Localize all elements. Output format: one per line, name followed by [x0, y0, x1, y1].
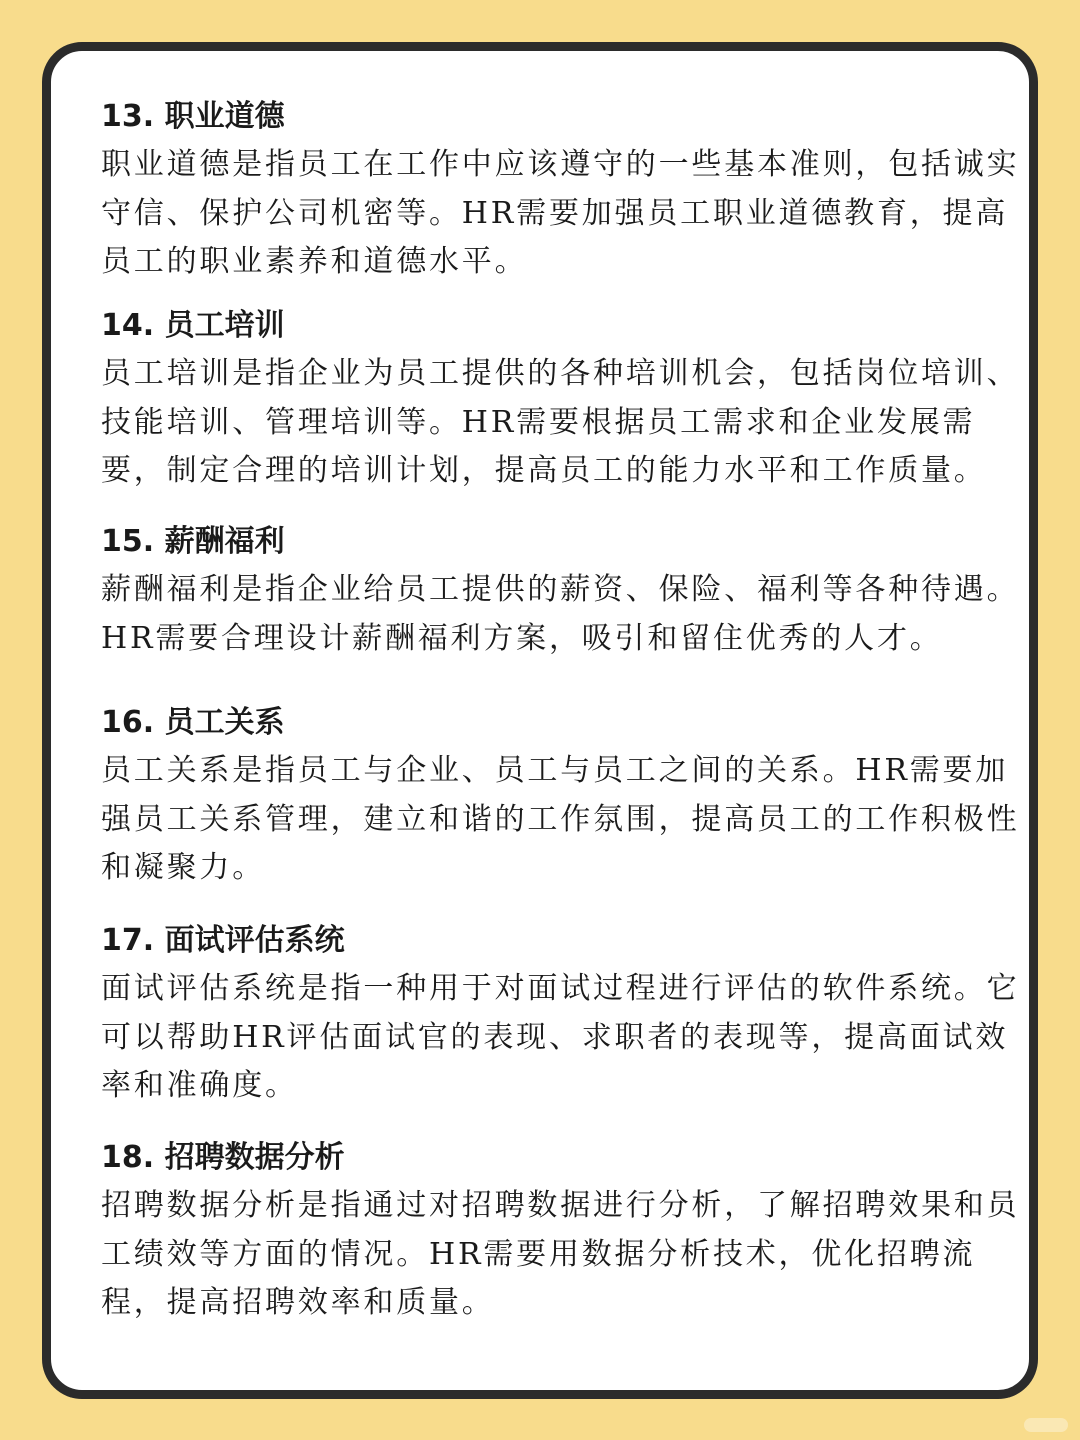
- section-heading: 18. 招聘数据分析: [101, 1140, 345, 1175]
- section-body: 招聘数据分析是指通过对招聘数据进行分析，了解招聘效果和员工绩效等方面的情况。HR需要用数据分析技术，优化招聘流程，提高招聘效率和质量。: [101, 1188, 1020, 1320]
- watermark-logo: [1024, 1418, 1068, 1432]
- section-heading: 17. 面试评估系统: [101, 923, 345, 958]
- content-card: [42, 42, 1038, 1399]
- section-body: 职业道德是指员工在工作中应该遵守的一些基本准则，包括诚实守信、保护公司机密等。HR需要加强员工职业道德教育，提高员工的职业素养和道德水平。: [101, 147, 1020, 279]
- section-14-employee-training: [101, 306, 1031, 496]
- section-body: 员工关系是指员工与企业、员工与员工之间的关系。HR需要加强员工关系管理，建立和谐的工作氛围，提高员工的工作积极性和凝聚力。: [101, 753, 1020, 885]
- section-15-compensation-benefits: [101, 522, 1031, 663]
- section-18-recruitment-data-analysis: [101, 1138, 1031, 1328]
- section-body: 薪酬福利是指企业给员工提供的薪资、保险、福利等各种待遇。HR需要合理设计薪酬福利方案，吸引和留住优秀的人才。: [101, 572, 1020, 656]
- section-heading: 14. 员工培训: [101, 308, 285, 343]
- section-17-interview-evaluation-system: [101, 921, 1031, 1111]
- section-body: 面试评估系统是指一种用于对面试过程进行评估的软件系统。它可以帮助HR评估面试官的表现、求职者的表现等，提高面试效率和准确度。: [101, 971, 1020, 1103]
- section-16-employee-relations: [101, 703, 1031, 893]
- section-13-professional-ethics: [101, 97, 1031, 287]
- section-body: 员工培训是指企业为员工提供的各种培训机会，包括岗位培训、技能培训、管理培训等。HR需要根据员工需求和企业发展需要，制定合理的培训计划，提高员工的能力水平和工作质量。: [101, 356, 1020, 488]
- section-heading: 13. 职业道德: [101, 99, 285, 134]
- section-heading: 16. 员工关系: [101, 705, 285, 740]
- section-heading: 15. 薪酬福利: [101, 524, 285, 559]
